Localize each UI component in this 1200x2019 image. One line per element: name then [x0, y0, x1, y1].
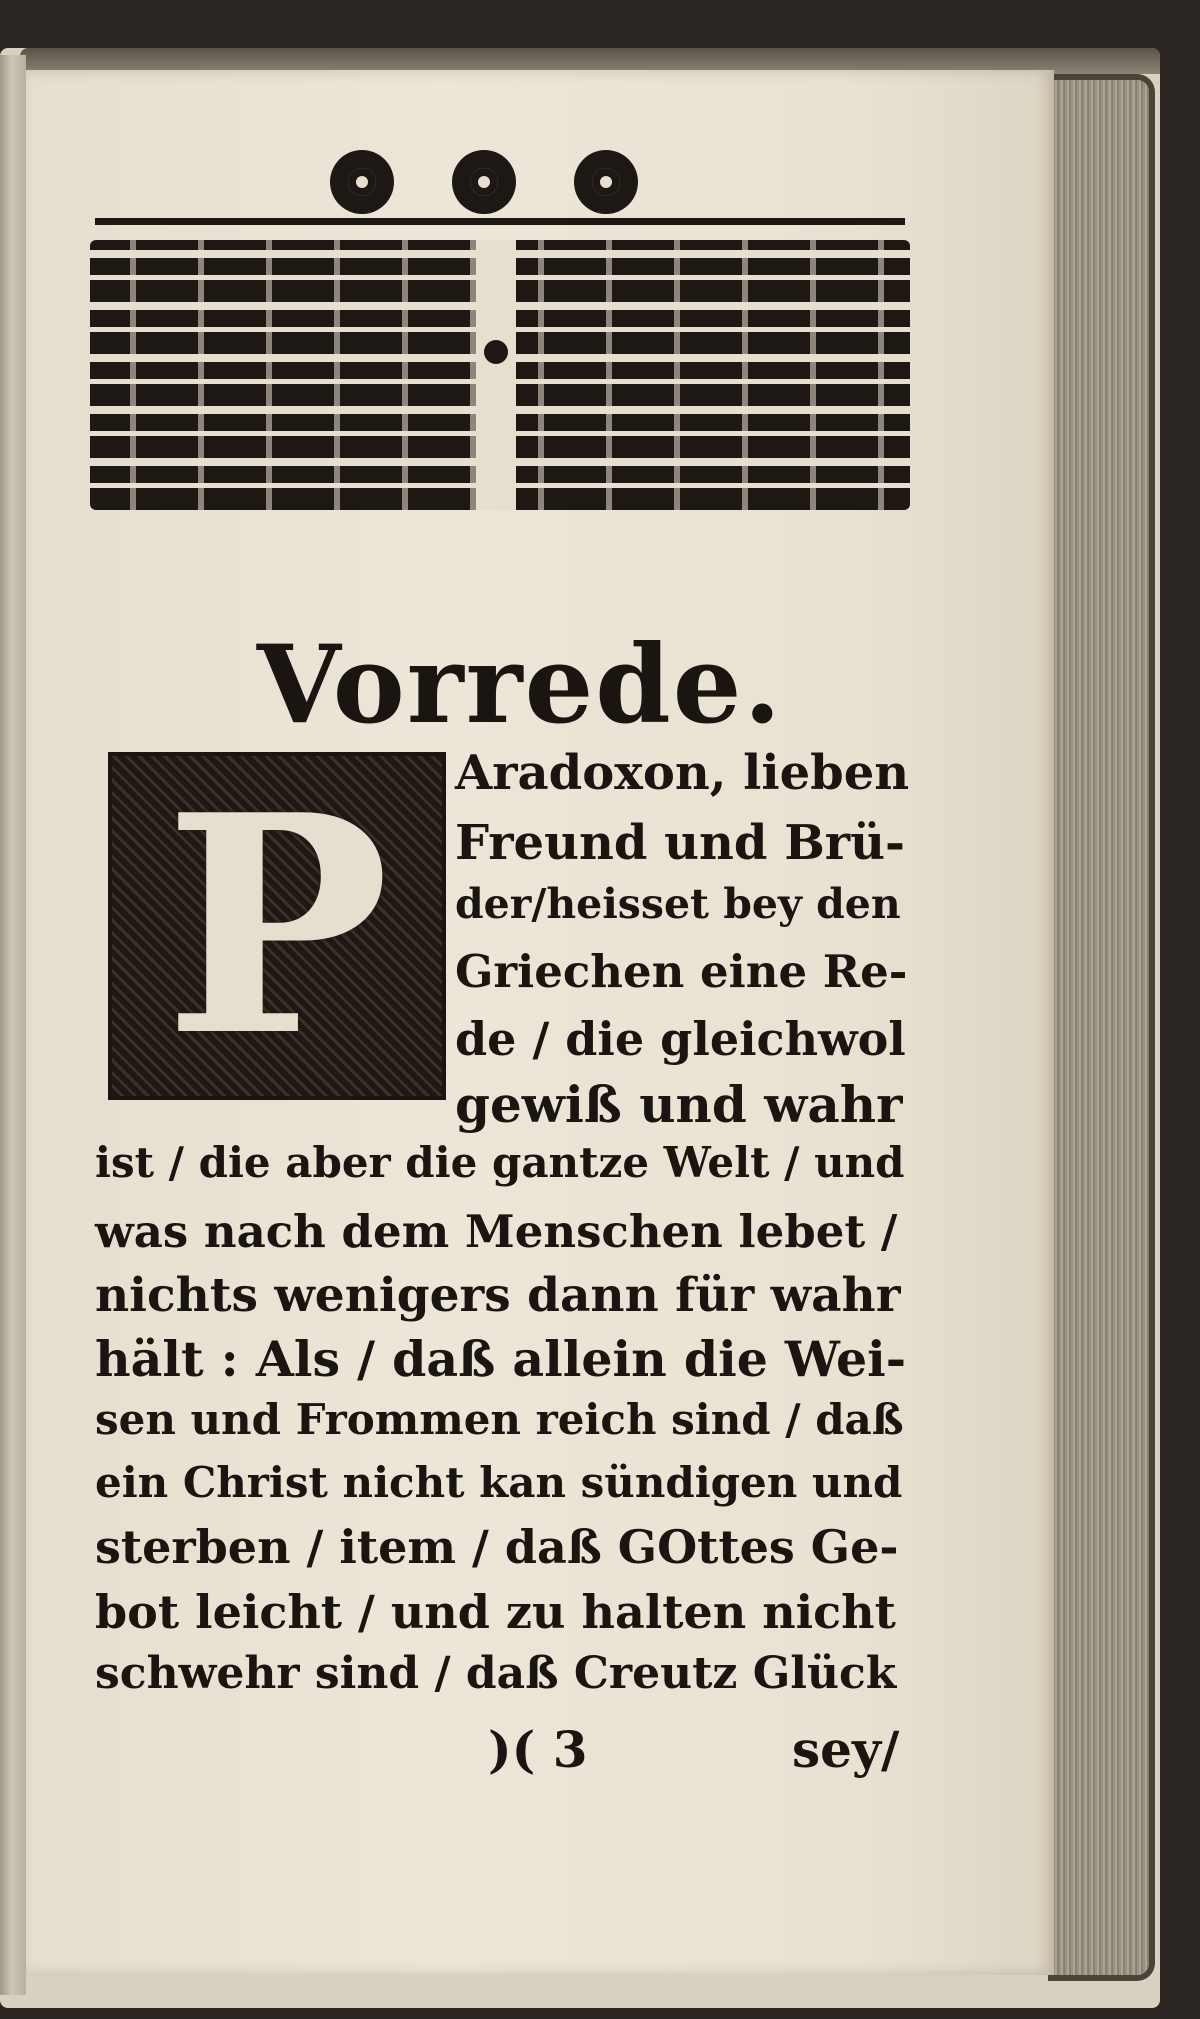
- text-line: ist / die aber die gantze Welt / und: [95, 1138, 905, 1187]
- text-line: nichts wenigers dann für wahr: [95, 1268, 901, 1323]
- text-line: bot leicht / und zu halten nicht: [95, 1585, 896, 1639]
- text-line: der/heisset bey den: [455, 880, 901, 928]
- initial-letter: P: [164, 749, 390, 1102]
- text-line: gewiß und wahr: [455, 1075, 903, 1134]
- headpiece-center-ornament: [476, 240, 516, 510]
- text-line: hält : Als / daß allein die Wei-: [95, 1330, 907, 1388]
- text-line: de / die gleichwol: [455, 1012, 906, 1066]
- text-line: sterben / item / daß GOttes Ge-: [95, 1520, 899, 1574]
- rosette-icon: [452, 150, 516, 214]
- text-line: sen und Frommen reich sind / daß: [95, 1395, 904, 1444]
- signature-mark: )( 3: [488, 1720, 588, 1779]
- text-line: schwehr sind / daß Creutz Glück: [95, 1648, 897, 1699]
- text-line: was nach dem Menschen lebet /: [95, 1205, 898, 1258]
- text-line: Aradoxon, lieben: [455, 745, 910, 801]
- rosette-icon: [330, 150, 394, 214]
- facing-page-edge: [0, 55, 26, 1995]
- text-line: ein Christ nicht kan sündigen und: [95, 1458, 903, 1507]
- decorated-initial: [108, 749, 446, 1102]
- text-line: Freund und Brü-: [455, 815, 905, 871]
- header-rule: [95, 218, 905, 225]
- page-title: Vorrede.: [256, 622, 784, 749]
- rosette-icon: [574, 150, 638, 214]
- text-line: Griechen eine Re-: [455, 945, 908, 998]
- page-edges: [1054, 80, 1149, 1975]
- rosette-ornaments: [330, 150, 640, 220]
- catchword: sey/: [792, 1720, 900, 1779]
